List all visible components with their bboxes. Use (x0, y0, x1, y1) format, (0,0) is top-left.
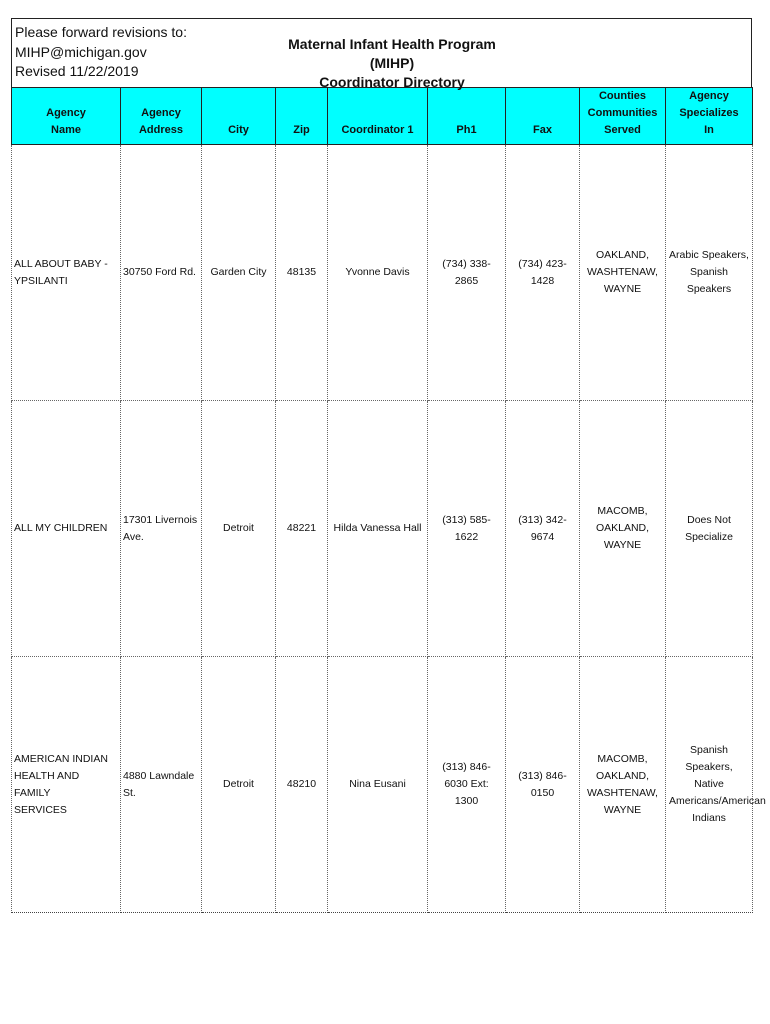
agency-name-cell: AMERICAN INDIAN HEALTH AND FAMILY SERVICES (12, 657, 121, 913)
zip-cell: 48135 (276, 145, 328, 401)
title-line: Maternal Infant Health Program (MIHP) (288, 36, 496, 71)
col-specializes: Agency Specializes In (666, 88, 753, 145)
col-zip: Zip (276, 88, 328, 145)
zip-cell: 48221 (276, 401, 328, 657)
col-agency-address: Agency Address (121, 88, 202, 145)
city-cell: Detroit (202, 401, 276, 657)
coordinator-table (11, 87, 766, 913)
col-agency-name: Agency Name (12, 88, 121, 145)
revision-notice (15, 23, 187, 82)
zip-cell: 48210 (276, 657, 328, 913)
table-row (12, 657, 753, 913)
agency-name-cell: ALL MY CHILDREN (12, 401, 121, 657)
notice-line: Please forward revisions to: (15, 24, 187, 40)
notice-revised-date: Revised 11/22/2019 (15, 63, 139, 79)
specializes-cell: Arabic Speakers, Spanish Speakers (666, 145, 753, 401)
specializes-cell: Spanish Speakers, Native Americans/American Indians (666, 657, 753, 913)
fax-cell: (734) 423-1428 (506, 145, 580, 401)
coordinator-cell: Nina Eusani (328, 657, 428, 913)
city-cell: Garden City (202, 145, 276, 401)
fax-cell: (313) 846-0150 (506, 657, 580, 913)
city-cell: Detroit (202, 657, 276, 913)
phone-cell: (313) 846-6030 Ext: 1300 (428, 657, 506, 913)
directory-sheet (11, 18, 766, 913)
sheet-header (11, 18, 752, 90)
fax-cell: (313) 342-9674 (506, 401, 580, 657)
table-row (12, 401, 753, 657)
address-cell: 4880 Lawndale St. (121, 657, 202, 913)
counties-cell: OAKLAND, WASHTENAW, WAYNE (580, 145, 666, 401)
page-title (272, 35, 512, 92)
col-ph1: Ph1 (428, 88, 506, 145)
notice-email: MIHP@michigan.gov (15, 43, 147, 60)
agency-name-cell: ALL ABOUT BABY - YPSILANTI (12, 145, 121, 401)
col-counties: Counties Communities Served (580, 88, 666, 145)
address-cell: 17301 Livernois Ave. (121, 401, 202, 657)
subtitle-line: Coordinator Directory (319, 74, 465, 90)
phone-cell: (734) 338-2865 (428, 145, 506, 401)
counties-cell: MACOMB, OAKLAND, WASHTENAW, WAYNE (580, 657, 666, 913)
counties-cell: MACOMB, OAKLAND, WAYNE (580, 401, 666, 657)
phone-cell: (313) 585-1622 (428, 401, 506, 657)
table-row (12, 145, 753, 401)
col-city: City (202, 88, 276, 145)
address-cell: 30750 Ford Rd. (121, 145, 202, 401)
coordinator-cell: Yvonne Davis (328, 145, 428, 401)
column-header-row (12, 88, 753, 145)
col-fax: Fax (506, 88, 580, 145)
coordinator-cell: Hilda Vanessa Hall (328, 401, 428, 657)
col-coordinator: Coordinator 1 (328, 88, 428, 145)
specializes-cell: Does Not Specialize (666, 401, 753, 657)
